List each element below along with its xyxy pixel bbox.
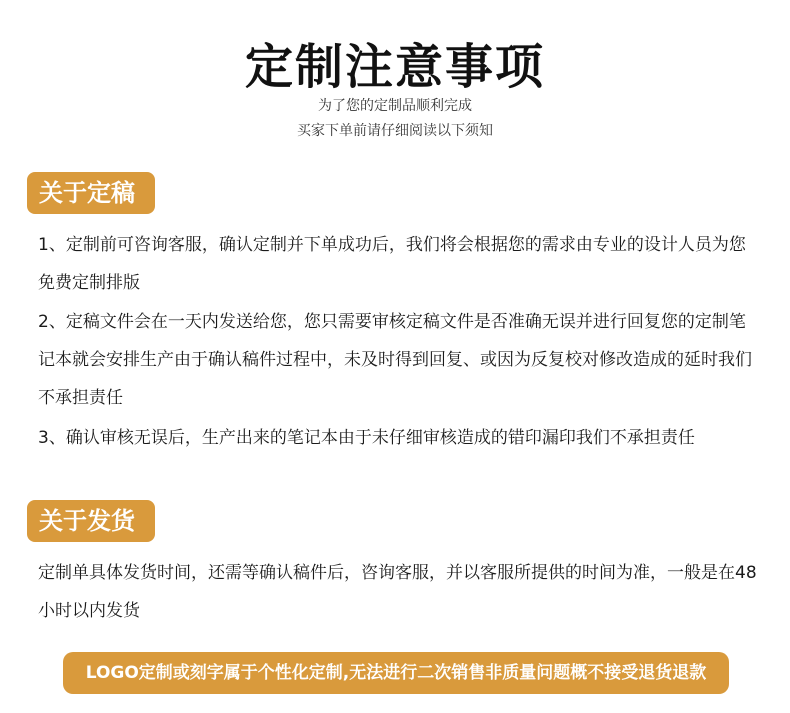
page-title: 定制注意事项 bbox=[244, 39, 545, 95]
finalize-item-3: 3、确认审核无误后，生产出来的笔记本由于未仔细审核造成的错印漏印我们不承担责任 bbox=[38, 428, 695, 448]
subtitle-line-1: 为了您的定制品顺利完成 bbox=[318, 98, 472, 114]
finalize-item-1: 1、定制前可咨询客服，确认定制并下单成功后，我们将会根据您的需求由专业的设计人员为您免费定制排版 bbox=[38, 235, 746, 293]
section-heading-finalize: 关于定稿 bbox=[27, 172, 155, 214]
section-heading-shipping: 关于发货 bbox=[27, 500, 155, 542]
finalize-item-2: 2、定稿文件会在一天内发送给您，您只需要审核定稿文件是否准确无误并进行回复您的定制笔记本就会安排生产由于确认稿件过程中，未及时得到回复、或因为反复校对修改造成的延时我们不承担责任 bbox=[38, 312, 752, 408]
footer-notice: LOGO定制或刻字属于个性化定制,无法进行二次销售非质量问题概不接受退货退款 bbox=[63, 652, 729, 694]
subtitle-line-2: 买家下单前请仔细阅读以下须知 bbox=[297, 123, 493, 139]
shipping-text: 定制单具体发货时间，还需等确认稿件后，咨询客服，并以客服所提供的时间为准，一般是在48小时以内发货 bbox=[38, 563, 757, 621]
